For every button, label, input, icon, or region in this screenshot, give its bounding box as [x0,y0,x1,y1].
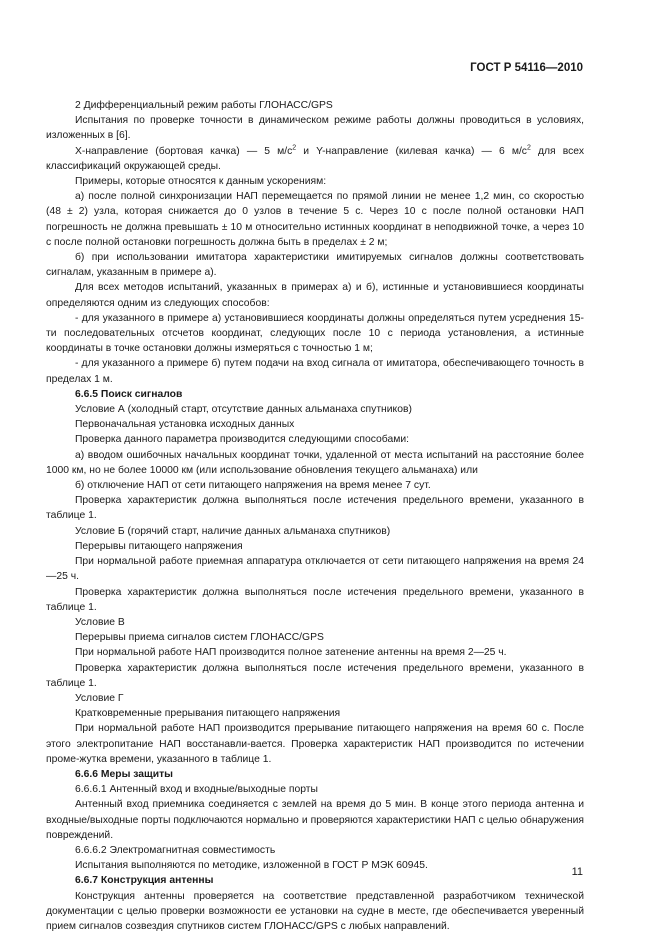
section-heading: 6.6.5 Поиск сигналов [75,388,183,400]
section-heading: 6.6.7 Конструкция антенны [75,875,214,887]
body-paragraph: а) после полной синхронизации НАП перемещается по прямой линии не менее 1,2 мин, со скоростью (48 ± 2) узла, которая снижается до 0 узлов в течение 5 с. Через 10 с после полной остановки НАП погрешность не должна превышать ± 10 м относительно истинных координат в неподвижной точке, а через 10 с после полной остановки погрешность должна быть в пределах ± 2 м; [46,191,584,248]
superscript: 2 [526,144,531,152]
text-run: и Y-направление (килевая качка) — 6 м/с [296,145,527,157]
body-paragraph: а) вводом ошибочных начальных координат точки, удаленной от места испытаний на расстояние более 1000 км, но не более 10000 км (или использование обновления текущего альманаха) или [46,449,584,476]
body-paragraph: Кратковременные прерывания питающего напряжения [75,708,341,720]
body-paragraph: Конструкция антенны проверяется на соответствие представленной разработчиком технической документации с целью проверки возможности ее установки на судне в месте, где обеспечивается уверенный прием сигналов созвездия спутников систем ГЛОНАСС/GPS с любых направлений. [46,890,584,932]
body-paragraph: б) отключение НАП от сети питающего напряжения на время менее 7 сут. [75,480,431,492]
body-paragraph: Проверка данного параметра производится следующими способами: [75,434,409,446]
body-paragraph: При нормальной работе НАП производится прерывание питающего напряжения на время 60 с. После этого электропитание НАП восстанавли-вается. Проверка характеристик НАП производится по истечении проме-жутка времени, указанного в таблице 1. [46,723,584,765]
standard-header: ГОСТ Р 54116—2010 [470,62,583,74]
body-paragraph: Примеры, которые относятся к данным ускорениям: [75,176,327,188]
body-paragraph: Первоначальная установка исходных данных [75,419,295,431]
body-paragraph: Испытания выполняются по методике, изложенной в ГОСТ Р МЭК 60945. [75,860,428,872]
body-paragraph: При нормальной работе НАП производится полное затенение антенны на время 2—25 ч. [75,647,507,659]
body-paragraph: Перерывы питающего напряжения [75,540,243,552]
body-paragraph: б) при использовании имитатора характеристики имитируемых сигналов должны соответствовать сигналам, указанным в примере а). [46,252,584,279]
body-paragraph: 6.6.6.2 Электромагнитная совместимость [75,844,276,856]
superscript: 2 [292,144,297,152]
body-paragraph: Условие Б (горячий старт, наличие данных альманаха спутников) [75,525,391,537]
text-run: для всех классификаций окружающей среды. [46,145,584,172]
body-paragraph: - для указанного в примере а) установившиеся координаты должны определяться путем усреднения 15-ти последовательных отсчетов координат, следующих после 10 с периода установления, а истинные координаты в точке остановки должны измеряться с точностью 1 м; [46,312,584,355]
page-number: 11 [571,866,583,878]
body-paragraph: Испытания по проверке точности в динамическом режиме работы должны проводиться в условиях, изложенных в [6]. [46,115,584,142]
document-body [46,98,584,934]
body-paragraph: Проверка характеристик должна выполняться после истечения предельного времени, указанного в таблице 1. [46,495,584,522]
body-paragraph: Антенный вход приемника соединяется с землей на время до 5 мин. В конце этого периода антенна и входные/выходные порты подключаются нормально и проверяются характеристики НАП с целью обнаружения повреждений. [46,799,584,841]
section-heading: 6.6.6 Меры защиты [75,768,174,780]
body-paragraph: - для указанного а примере б) путем подачи на вход сигнала от имитатора, обеспечивающего точность в пределах 1 м. [46,358,584,385]
body-paragraph [46,144,584,174]
body-paragraph: 2 Дифференциальный режим работы ГЛОНАСС/GPS [75,100,333,111]
body-paragraph: Перерывы приема сигналов систем ГЛОНАСС/GPS [75,632,324,644]
body-paragraph: При нормальной работе приемная аппаратура отключается от сети питающего напряжения на время 24—25 ч. [46,556,584,583]
body-paragraph: Условие В [75,616,125,628]
body-paragraph: Для всех методов испытаний, указанных в примерах а) и б), истинные и установившиеся координаты определяются одним из следующих способов: [46,282,584,309]
body-paragraph: 6.6.6.1 Антенный вход и входные/выходные порты [75,784,318,796]
body-paragraph: Условие А (холодный старт, отсутствие данных альманаха спутников) [75,404,412,416]
body-paragraph: Проверка характеристик должна выполняться после истечения предельного времени, указанного в таблице 1. [46,586,584,613]
body-paragraph: Условие Г [75,692,124,704]
text-run: Х-направление (бортовая качка) — 5 м/с [75,145,293,157]
body-paragraph: Проверка характеристик должна выполняться после истечения предельного времени, указанного в таблице 1. [46,662,584,689]
